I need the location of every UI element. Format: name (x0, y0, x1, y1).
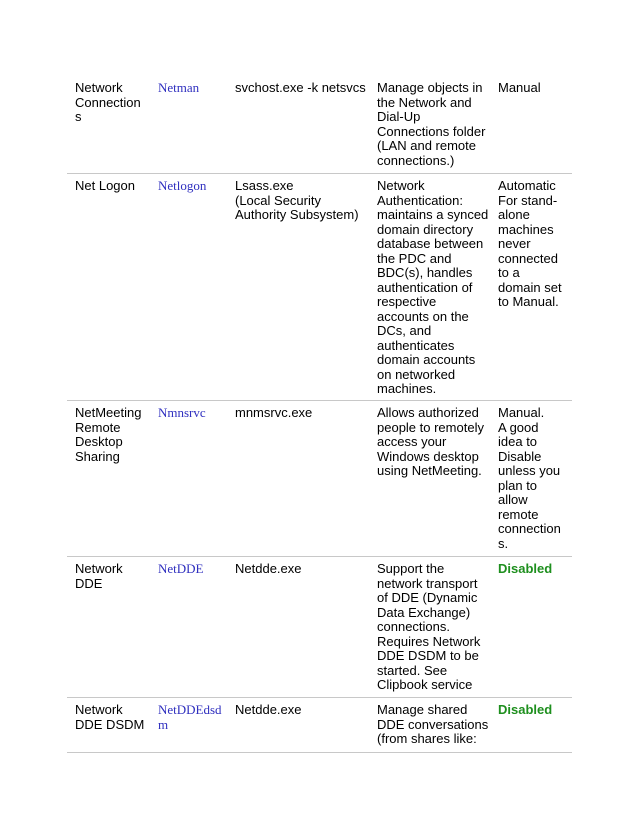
service-description: Manage shared DDE conversations (from shares like: (377, 702, 489, 746)
service-startup-type: Manual. A good idea to Disable unless you plan to allow remote connection s. (498, 405, 561, 551)
service-short-name: Netlogon (158, 178, 207, 193)
service-executable: mnmsrvc.exe (235, 405, 313, 420)
table-row (67, 557, 572, 698)
table-row (67, 174, 572, 401)
service-executable: svchost.exe -k netsvcs (235, 80, 366, 95)
table-row (67, 76, 572, 174)
service-short-name: NetDDEdsd m (158, 702, 222, 732)
service-startup-type: Disabled (498, 702, 553, 717)
service-short-name: Nmnsrvc (158, 405, 206, 420)
service-display-name: Network DDE DSDM (75, 702, 145, 732)
services-table (67, 76, 572, 753)
service-description: Support the network transport of DDE (Dynamic Data Exchange) connections. Requires Network DDE DSDM to be started. See Clipbook service (377, 561, 481, 692)
service-executable: Lsass.exe (Local Security Authority Subsystem) (235, 178, 359, 222)
table-row (67, 698, 572, 753)
service-executable: Netdde.exe (235, 561, 302, 576)
service-startup-type: Automatic For stand- alone machines never connected to a domain set to Manual. (498, 178, 562, 309)
service-description: Manage objects in the Network and Dial-Up Connections folder (LAN and remote connections.) (377, 80, 486, 168)
service-display-name: NetMeeting Remote Desktop Sharing (75, 405, 142, 464)
service-executable: Netdde.exe (235, 702, 302, 717)
service-short-name: Netman (158, 80, 200, 95)
table-row (67, 401, 572, 557)
service-startup-type: Disabled (498, 561, 553, 576)
service-display-name: Net Logon (75, 178, 135, 193)
service-description: Allows authorized people to remotely access your Windows desktop using NetMeeting. (377, 405, 484, 478)
service-display-name: Network DDE (75, 561, 123, 591)
service-startup-type: Manual (498, 80, 541, 95)
service-description: Network Authentication: maintains a synced domain directory database between the PDC and BDC(s), handles authentication of respective accounts on the DCs, and authenticates domain accounts on networked machines. (377, 178, 489, 396)
service-short-name: NetDDE (158, 561, 204, 576)
service-display-name: Network Connection s (75, 80, 141, 124)
